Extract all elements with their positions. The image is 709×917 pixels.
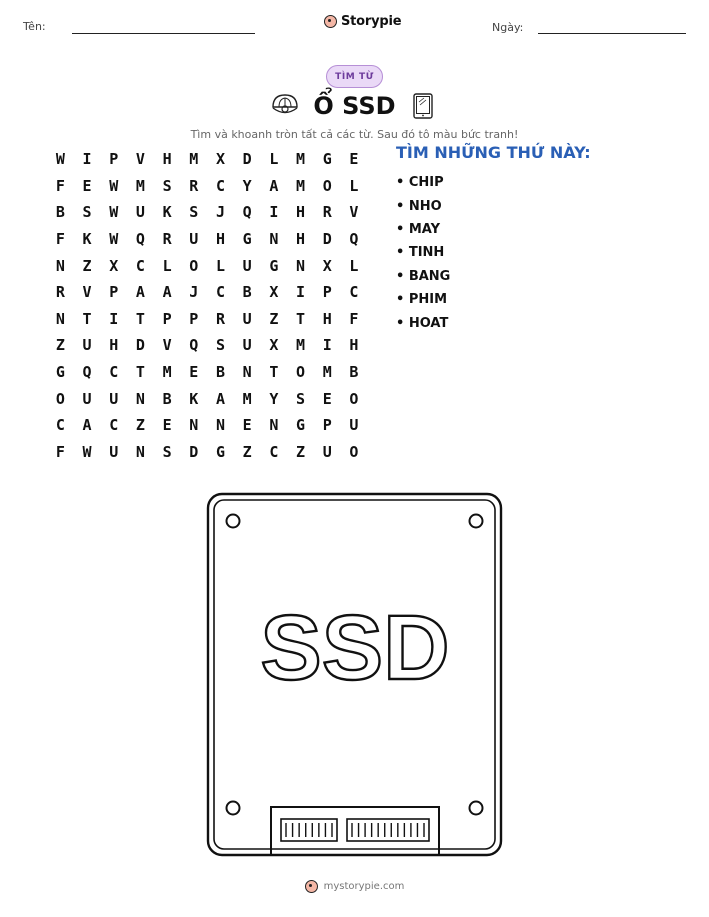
date-line [538,33,686,34]
date-label: Ngày: [492,21,524,34]
grid-letter[interactable]: X [109,256,119,275]
grid-letter[interactable]: D [242,150,252,169]
grid-letter[interactable]: E [82,176,92,195]
grid-letter[interactable]: W [109,176,119,195]
word-search-grid [47,146,367,465]
grid-letter[interactable]: P [162,309,172,328]
grid-letter[interactable]: K [162,203,172,222]
grid-letter[interactable]: M [189,150,199,169]
grid-letter[interactable]: D [322,230,332,249]
grid-letter[interactable]: Q [242,203,252,222]
grid-letter[interactable]: P [322,416,332,435]
storypie-logo-icon [305,880,318,893]
grid-letter[interactable]: U [242,256,252,275]
grid-letter[interactable]: G [242,230,252,249]
grid-letter[interactable]: L [269,150,279,169]
grid-letter[interactable]: P [189,309,199,328]
activity-badge: TÌM TỪ [326,65,383,88]
grid-letter[interactable]: Y [269,389,279,408]
grid-letter[interactable]: I [322,336,332,355]
grid-letter[interactable]: R [322,203,332,222]
grid-letter[interactable]: C [215,176,225,195]
grid-letter[interactable]: N [269,416,279,435]
grid-letter[interactable]: U [242,336,252,355]
grid-letter[interactable]: K [189,389,199,408]
grid-letter[interactable]: U [189,230,199,249]
name-label: Tên: [23,20,46,33]
grid-letter[interactable]: N [242,363,252,382]
grid-letter[interactable]: E [189,363,199,382]
grid-letter[interactable]: M [135,176,145,195]
grid-row [47,359,367,386]
grid-letter[interactable]: W [55,150,65,169]
grid-letter[interactable]: H [162,150,172,169]
word-list-item: • HOAT [396,315,449,331]
grid-letter[interactable]: S [82,203,92,222]
grid-letter[interactable]: N [135,389,145,408]
grid-letter[interactable]: W [82,442,92,461]
grid-letter[interactable]: F [55,230,65,249]
grid-letter[interactable]: A [215,389,225,408]
grid-letter[interactable]: L [215,256,225,275]
grid-letter[interactable]: S [162,442,172,461]
storypie-logo-icon [324,15,337,28]
grid-letter[interactable]: H [215,230,225,249]
grid-row [47,146,367,173]
grid-letter[interactable]: H [296,203,306,222]
grid-letter[interactable]: N [215,416,225,435]
name-line [72,33,255,34]
grid-letter[interactable]: J [189,283,199,302]
ssd-drive-illustration [205,491,505,859]
grid-letter[interactable]: A [269,176,279,195]
grid-letter[interactable]: S [162,176,172,195]
grid-letter[interactable]: X [269,336,279,355]
grid-letter[interactable]: M [296,336,306,355]
grid-letter[interactable]: Q [135,230,145,249]
grid-row [47,306,367,333]
grid-letter[interactable]: M [322,363,332,382]
grid-letter[interactable]: U [109,442,119,461]
grid-letter[interactable]: L [349,256,359,275]
grid-letter[interactable]: L [349,176,359,195]
word-list [396,171,450,335]
grid-letter[interactable]: G [322,150,332,169]
grid-letter[interactable]: X [322,256,332,275]
brand-name: Storypie [341,14,402,29]
grid-letter[interactable]: H [296,230,306,249]
grid-letter[interactable]: U [135,203,145,222]
grid-letter[interactable]: J [215,203,225,222]
grid-row [47,173,367,200]
grid-letter[interactable]: S [215,336,225,355]
grid-letter[interactable]: L [162,256,172,275]
grid-letter[interactable]: U [322,442,332,461]
ssd-label: SSD [260,597,450,699]
grid-letter[interactable]: A [135,283,145,302]
grid-letter[interactable]: M [296,176,306,195]
grid-letter[interactable]: Q [82,363,92,382]
grid-letter[interactable]: Q [349,230,359,249]
instructions: Tìm và khoanh tròn tất cả các từ. Sau đó tô màu bức tranh! [190,128,519,141]
grid-letter[interactable]: O [349,442,359,461]
grid-letter[interactable]: B [162,389,172,408]
grid-letter[interactable]: F [55,442,65,461]
grid-row [47,332,367,359]
grid-letter[interactable]: A [82,416,92,435]
word-list-item: • NHO [396,198,442,214]
grid-letter[interactable]: I [296,283,306,302]
grid-row [47,252,367,279]
grid-letter[interactable]: X [215,150,225,169]
grid-letter[interactable]: A [162,283,172,302]
word-list-item: • TINH [396,245,445,261]
footer-url: mystorypie.com [323,881,405,892]
grid-letter[interactable]: Z [296,442,306,461]
word-list-item: • MAY [396,221,441,237]
brand-logo [324,14,401,29]
grid-letter[interactable]: C [109,363,119,382]
grid-letter[interactable]: O [349,389,359,408]
footer [0,880,709,893]
grid-letter[interactable]: O [296,363,306,382]
grid-letter[interactable]: N [189,416,199,435]
grid-letter[interactable]: C [135,256,145,275]
grid-letter[interactable]: G [215,442,225,461]
grid-letter[interactable]: Z [55,336,65,355]
grid-letter[interactable]: O [55,389,65,408]
grid-letter[interactable]: O [322,176,332,195]
grid-letter[interactable]: U [82,389,92,408]
grid-letter[interactable]: M [242,389,252,408]
grid-letter[interactable]: K [82,230,92,249]
grid-letter[interactable]: R [215,309,225,328]
grid-letter[interactable]: Z [135,416,145,435]
grid-letter[interactable]: O [189,256,199,275]
grid-letter[interactable]: N [55,256,65,275]
grid-letter[interactable]: N [55,309,65,328]
grid-row [47,279,367,306]
word-list-item: • BANG [396,268,451,284]
grid-letter[interactable]: C [349,283,359,302]
grid-letter[interactable]: D [189,442,199,461]
word-list-item: • PHIM [396,292,448,308]
word-list-title: TÌM NHỮNG THỨ NÀY: [396,143,591,162]
grid-row [47,385,367,412]
grid-letter[interactable]: H [322,309,332,328]
grid-letter[interactable]: P [322,283,332,302]
grid-letter[interactable]: U [242,309,252,328]
grid-letter[interactable]: B [349,363,359,382]
grid-letter[interactable]: S [296,389,306,408]
grid-letter[interactable]: M [162,363,172,382]
grid-letter[interactable]: I [269,203,279,222]
grid-letter[interactable]: I [109,309,119,328]
grid-letter[interactable]: H [349,336,359,355]
grid-letter[interactable]: T [82,309,92,328]
grid-letter[interactable]: Z [82,256,92,275]
grid-letter[interactable]: Y [242,176,252,195]
grid-row [47,199,367,226]
grid-letter[interactable]: V [162,336,172,355]
grid-letter[interactable]: U [349,416,359,435]
grid-letter[interactable]: V [135,150,145,169]
grid-letter[interactable]: T [269,363,279,382]
grid-letter[interactable]: I [82,150,92,169]
grid-letter[interactable]: E [162,416,172,435]
grid-letter[interactable]: E [322,389,332,408]
grid-letter[interactable]: C [109,416,119,435]
grid-letter[interactable]: G [296,416,306,435]
grid-letter[interactable]: B [242,283,252,302]
grid-letter[interactable]: T [135,309,145,328]
grid-letter[interactable]: V [349,203,359,222]
grid-letter[interactable]: E [349,150,359,169]
grid-letter[interactable]: F [349,309,359,328]
grid-letter[interactable]: G [269,256,279,275]
grid-letter[interactable]: H [109,336,119,355]
grid-letter[interactable]: N [269,230,279,249]
grid-letter[interactable]: Z [269,309,279,328]
word-list-item: • CHIP [396,175,444,191]
grid-letter[interactable]: B [55,203,65,222]
grid-letter[interactable]: W [109,230,119,249]
grid-letter[interactable]: R [162,230,172,249]
grid-letter[interactable]: S [189,203,199,222]
grid-letter[interactable]: P [109,150,119,169]
grid-letter[interactable]: B [215,363,225,382]
grid-letter[interactable]: U [109,389,119,408]
grid-letter[interactable]: R [55,283,65,302]
grid-letter[interactable]: Z [242,442,252,461]
grid-letter[interactable]: X [269,283,279,302]
grid-letter[interactable]: P [109,283,119,302]
grid-letter[interactable]: U [82,336,92,355]
grid-letter[interactable]: F [55,176,65,195]
grid-row [47,439,367,466]
page-title: Ổ SSD [313,92,396,120]
grid-letter[interactable]: T [135,363,145,382]
grid-letter[interactable]: G [55,363,65,382]
grid-row [47,412,367,439]
grid-letter[interactable]: N [296,256,306,275]
grid-letter[interactable]: R [189,176,199,195]
grid-letter[interactable]: V [82,283,92,302]
grid-letter[interactable]: C [215,283,225,302]
grid-letter[interactable]: T [296,309,306,328]
grid-letter[interactable]: C [269,442,279,461]
grid-letter[interactable]: E [242,416,252,435]
grid-letter[interactable]: W [109,203,119,222]
grid-row [47,226,367,253]
grid-letter[interactable]: D [135,336,145,355]
grid-letter[interactable]: M [296,150,306,169]
grid-letter[interactable]: C [55,416,65,435]
grid-letter[interactable]: Q [189,336,199,355]
grid-letter[interactable]: N [135,442,145,461]
